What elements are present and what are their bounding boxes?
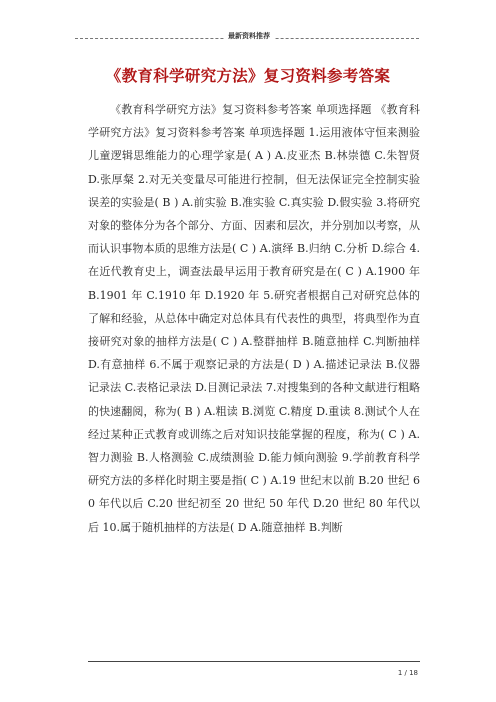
header-label: 最新资料推荐 [224, 31, 274, 41]
footer-rule [88, 661, 420, 662]
document-title: 《教育科学研究方法》复习资料参考答案 [105, 66, 391, 85]
document-body: 《教育科学研究方法》复习资料参考答案 单项选择题 《教育科学研究方法》复习资料参考答案 单项选择题 1.运用液体守恒来测验儿童逻辑思维能力的心理学家是( A ) A.皮亚杰 B.林崇德 C.朱智贤 D.张厚粲 2.对无关变量尽可能进行控制，但无法保证完全控制实验误差的实验是( B ) A.前实验 B.准实验 C.真实验 D.假实验 3.将研究对象的整体分为各个部分、方面、因素和层次，并分别加以考察，从而认识事物本质的思维方法是( C ) A.演绎 B.归纳 C.分析 D.综合 4.在近代教育史上，调查法最早运用于教育研究是在( C ) A.1900 年 B.1901 年 C.1910 年 D.1920 年 5.研究者根据自己对研究总体的了解和经验，从总体中确定对总体具有代表性的典型，将典型作为直接研究对象的抽样方法是( C ) A.整群抽样 B.随意抽样 C.判断抽样 D.有意抽样 6.不属于观察记录的方法是( D ) A.描述记录法 B.仪器记录法 C.表格记录法 D.目测记录法 7.对搜集到的各种文献进行粗略的快速翻阅，称为( B ) A.粗读 B.浏览 C.精度 D.重读 8.测试个人在经过某种正式教育或训练之后对知识技能掌握的程度，称为( C ) A.智力测验 B.人格测验 C.成绩测验 D.能力倾向测验 9.学前教育科学研究方法的多样化时期主要是指( C ) A.19 世纪末以前 B.20 世纪 60 年代以后 C.20 世纪初至 20 世纪 50 年代 D.20 世纪 80 年代以后 10.属于随机抽样的方法是( D A.随意抽样 B.判断 [88, 103, 420, 534]
page-number: 1 / 18 [397, 669, 418, 677]
